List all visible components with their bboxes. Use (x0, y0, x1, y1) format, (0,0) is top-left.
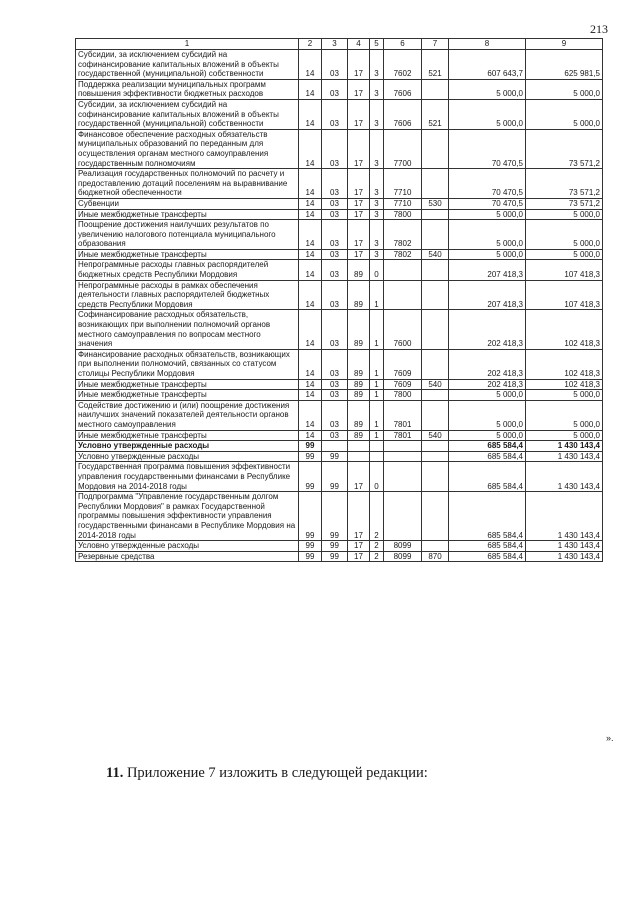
row-subprogram-code: 0 (370, 260, 384, 280)
row-direction-code: 8099 (384, 551, 422, 562)
row-program-code: 89 (348, 400, 370, 430)
row-subsection-code: 03 (322, 349, 348, 379)
closing-quote-mark: ». (606, 733, 614, 743)
row-subprogram-code: 3 (370, 79, 384, 99)
row-amount-year-1: 207 418,3 (449, 260, 526, 280)
table-row (76, 349, 603, 379)
row-amount-year-1: 202 418,3 (449, 310, 526, 349)
row-amount-year-2: 102 418,3 (526, 349, 603, 379)
row-direction-code (384, 280, 422, 310)
row-amount-year-2: 73 571,2 (526, 198, 603, 209)
row-direction-code: 7800 (384, 209, 422, 220)
row-name-cell: Непрограммные расходы главных распорядителей бюджетных средств Республики Мордовия (76, 260, 299, 280)
row-section-code: 14 (299, 129, 322, 168)
row-program-code: 17 (348, 198, 370, 209)
row-direction-code: 7800 (384, 390, 422, 401)
row-program-code: 17 (348, 249, 370, 260)
row-expense-type-code: 521 (422, 99, 449, 129)
row-subprogram-code: 3 (370, 209, 384, 220)
table-row (76, 441, 603, 452)
table-row (76, 551, 603, 562)
header-col-1: 1 (76, 39, 299, 50)
row-subprogram-code: 1 (370, 390, 384, 401)
row-amount-year-1: 5 000,0 (449, 400, 526, 430)
row-name-cell: Условно утвержденные расходы (76, 441, 299, 452)
row-subsection-code: 99 (322, 451, 348, 462)
row-section-code: 14 (299, 220, 322, 250)
row-section-code: 14 (299, 349, 322, 379)
row-name-cell: Иные межбюджетные трансферты (76, 390, 299, 401)
row-section-code: 14 (299, 79, 322, 99)
row-amount-year-1: 685 584,4 (449, 492, 526, 541)
header-col-4: 4 (348, 39, 370, 50)
row-section-code: 99 (299, 492, 322, 541)
row-subprogram-code (370, 451, 384, 462)
row-section-code: 99 (299, 462, 322, 492)
row-expense-type-code (422, 441, 449, 452)
row-amount-year-1: 5 000,0 (449, 249, 526, 260)
row-expense-type-code (422, 280, 449, 310)
row-section-code: 99 (299, 541, 322, 552)
row-section-code: 14 (299, 310, 322, 349)
row-amount-year-2: 5 000,0 (526, 390, 603, 401)
row-section-code: 14 (299, 99, 322, 129)
row-direction-code (384, 441, 422, 452)
row-amount-year-1: 685 584,4 (449, 462, 526, 492)
row-amount-year-2: 625 981,5 (526, 50, 603, 80)
table-row (76, 99, 603, 129)
row-section-code: 14 (299, 379, 322, 390)
row-amount-year-2: 102 418,3 (526, 379, 603, 390)
table-row (76, 379, 603, 390)
row-subsection-code: 03 (322, 260, 348, 280)
row-section-code: 14 (299, 260, 322, 280)
row-direction-code: 7602 (384, 50, 422, 80)
row-amount-year-2: 5 000,0 (526, 249, 603, 260)
row-expense-type-code: 540 (422, 430, 449, 441)
row-name-cell: Иные межбюджетные трансферты (76, 379, 299, 390)
row-amount-year-2: 5 000,0 (526, 430, 603, 441)
row-program-code: 17 (348, 129, 370, 168)
row-section-code: 14 (299, 249, 322, 260)
row-subprogram-code: 3 (370, 220, 384, 250)
row-amount-year-1: 202 418,3 (449, 349, 526, 379)
row-subsection-code: 99 (322, 541, 348, 552)
row-subprogram-code: 1 (370, 400, 384, 430)
table-body (76, 50, 603, 562)
row-subsection-code: 03 (322, 249, 348, 260)
table-row (76, 541, 603, 552)
row-amount-year-2: 5 000,0 (526, 220, 603, 250)
table-row (76, 430, 603, 441)
row-subprogram-code: 3 (370, 129, 384, 168)
row-subprogram-code: 3 (370, 198, 384, 209)
table-row (76, 390, 603, 401)
row-program-code: 17 (348, 551, 370, 562)
row-amount-year-1: 685 584,4 (449, 541, 526, 552)
row-amount-year-1: 607 643,7 (449, 50, 526, 80)
row-subsection-code: 03 (322, 209, 348, 220)
row-subprogram-code: 3 (370, 50, 384, 80)
row-amount-year-2: 5 000,0 (526, 209, 603, 220)
instruction-number: 11. (106, 765, 124, 781)
row-program-code: 89 (348, 390, 370, 401)
row-program-code: 89 (348, 430, 370, 441)
table-row (76, 400, 603, 430)
header-col-2: 2 (299, 39, 322, 50)
row-section-code: 14 (299, 198, 322, 209)
row-program-code: 17 (348, 541, 370, 552)
row-section-code: 14 (299, 280, 322, 310)
row-subsection-code (322, 441, 348, 452)
row-subprogram-code: 2 (370, 541, 384, 552)
row-subsection-code: 03 (322, 169, 348, 199)
row-name-cell: Софинансирование расходных обязательств, возникающих при выполнении полномочий органов местного самоуправления по вопросам местного значения (76, 310, 299, 349)
table-row (76, 249, 603, 260)
row-subsection-code: 03 (322, 198, 348, 209)
row-subprogram-code: 1 (370, 310, 384, 349)
row-subprogram-code: 3 (370, 169, 384, 199)
row-section-code: 99 (299, 451, 322, 462)
row-amount-year-1: 5 000,0 (449, 79, 526, 99)
row-subprogram-code (370, 441, 384, 452)
row-name-cell: Финансовое обеспечение расходных обязательств муниципальных образований по переданным для осуществления органам местного самоуправления государственным полномочиям (76, 129, 299, 168)
row-expense-type-code: 521 (422, 50, 449, 80)
row-name-cell: Субвенции (76, 198, 299, 209)
row-program-code (348, 441, 370, 452)
row-name-cell: Резервные средства (76, 551, 299, 562)
row-direction-code: 7606 (384, 99, 422, 129)
row-amount-year-1: 70 470,5 (449, 129, 526, 168)
row-direction-code: 7801 (384, 400, 422, 430)
row-expense-type-code (422, 451, 449, 462)
row-expense-type-code (422, 220, 449, 250)
row-subsection-code: 03 (322, 280, 348, 310)
row-amount-year-1: 207 418,3 (449, 280, 526, 310)
row-program-code: 17 (348, 79, 370, 99)
row-subsection-code: 03 (322, 220, 348, 250)
row-program-code: 17 (348, 462, 370, 492)
row-section-code: 99 (299, 551, 322, 562)
row-section-code: 14 (299, 50, 322, 80)
row-name-cell: Иные межбюджетные трансферты (76, 209, 299, 220)
row-direction-code: 7710 (384, 169, 422, 199)
row-name-cell: Поддержка реализации муниципальных программ повышения эффективности бюджетных расходов (76, 79, 299, 99)
row-program-code: 17 (348, 220, 370, 250)
row-expense-type-code (422, 209, 449, 220)
table-row (76, 169, 603, 199)
row-name-cell: Реализация государственных полномочий по расчету и предоставлению дотаций поселениям на выравнивание бюджетной обеспеченности (76, 169, 299, 199)
row-amount-year-1: 5 000,0 (449, 430, 526, 441)
row-amount-year-2: 5 000,0 (526, 79, 603, 99)
row-amount-year-2: 1 430 143,4 (526, 451, 603, 462)
row-section-code: 14 (299, 209, 322, 220)
table-row (76, 220, 603, 250)
row-expense-type-code (422, 79, 449, 99)
row-subprogram-code: 2 (370, 551, 384, 562)
row-amount-year-2: 73 571,2 (526, 129, 603, 168)
table-header-row (76, 39, 603, 50)
row-amount-year-2: 1 430 143,4 (526, 462, 603, 492)
row-expense-type-code (422, 129, 449, 168)
row-name-cell: Условно утвержденные расходы (76, 451, 299, 462)
header-col-9: 9 (526, 39, 603, 50)
row-expense-type-code (422, 400, 449, 430)
row-expense-type-code (422, 390, 449, 401)
row-section-code: 14 (299, 430, 322, 441)
row-name-cell: Финансирование расходных обязательств, возникающих при выполнении полномочий, связанных со статусом столицы Республики Мордовия (76, 349, 299, 379)
row-expense-type-code: 530 (422, 198, 449, 209)
row-subprogram-code: 1 (370, 280, 384, 310)
row-program-code (348, 451, 370, 462)
row-name-cell: Иные межбюджетные трансферты (76, 430, 299, 441)
row-subprogram-code: 2 (370, 492, 384, 541)
row-name-cell: Содействие достижению и (или) поощрение достижения наилучших значений показателей деятельности органов местного самоуправления (76, 400, 299, 430)
row-subsection-code: 03 (322, 430, 348, 441)
row-subprogram-code: 1 (370, 349, 384, 379)
table-row (76, 129, 603, 168)
budget-table (75, 38, 603, 562)
row-program-code: 17 (348, 209, 370, 220)
row-amount-year-2: 1 430 143,4 (526, 541, 603, 552)
row-direction-code: 7710 (384, 198, 422, 209)
row-subsection-code: 03 (322, 379, 348, 390)
row-direction-code (384, 260, 422, 280)
row-program-code: 17 (348, 169, 370, 199)
row-subsection-code: 99 (322, 551, 348, 562)
header-col-5: 5 (370, 39, 384, 50)
row-section-code: 14 (299, 400, 322, 430)
row-amount-year-2: 107 418,3 (526, 280, 603, 310)
row-expense-type-code (422, 260, 449, 280)
row-name-cell: Непрограммные расходы в рамках обеспечения деятельности главных распорядителей бюджетных средств Республики Мордовия (76, 280, 299, 310)
table-row (76, 492, 603, 541)
table-row (76, 310, 603, 349)
row-program-code: 89 (348, 379, 370, 390)
row-subsection-code: 03 (322, 310, 348, 349)
row-name-cell: Субсидии, за исключением субсидий на софинансирование капитальных вложений в объекты государственной (муниципальной) собственности (76, 99, 299, 129)
table-row (76, 209, 603, 220)
row-amount-year-2: 107 418,3 (526, 260, 603, 280)
row-amount-year-2: 1 430 143,4 (526, 492, 603, 541)
row-direction-code: 7606 (384, 79, 422, 99)
row-direction-code: 7802 (384, 249, 422, 260)
row-direction-code: 7609 (384, 349, 422, 379)
row-amount-year-1: 202 418,3 (449, 379, 526, 390)
row-amount-year-2: 1 430 143,4 (526, 441, 603, 452)
row-amount-year-1: 685 584,4 (449, 451, 526, 462)
row-subsection-code: 03 (322, 99, 348, 129)
row-subsection-code: 03 (322, 390, 348, 401)
row-amount-year-1: 5 000,0 (449, 390, 526, 401)
instruction-paragraph (106, 765, 428, 782)
row-subsection-code: 03 (322, 50, 348, 80)
row-direction-code: 7802 (384, 220, 422, 250)
row-program-code: 89 (348, 260, 370, 280)
page-number: 213 (590, 22, 608, 36)
row-subprogram-code: 3 (370, 99, 384, 129)
row-subprogram-code: 1 (370, 379, 384, 390)
row-amount-year-1: 70 470,5 (449, 198, 526, 209)
row-section-code: 14 (299, 169, 322, 199)
instruction-text: Приложение 7 изложить в следующей редакции: (123, 765, 428, 781)
row-direction-code (384, 492, 422, 541)
row-program-code: 89 (348, 310, 370, 349)
row-expense-type-code: 870 (422, 551, 449, 562)
row-name-cell: Подпрограмма "Управление государственным долгом Республики Мордовия" в рамках Государственной программы повышения эффективности управления государственными финансами в Республике Мордовия на 2014-2018 годы (76, 492, 299, 541)
row-subsection-code: 99 (322, 462, 348, 492)
row-subsection-code: 03 (322, 129, 348, 168)
row-amount-year-2: 5 000,0 (526, 400, 603, 430)
row-direction-code (384, 462, 422, 492)
row-subsection-code: 99 (322, 492, 348, 541)
row-program-code: 89 (348, 349, 370, 379)
header-col-3: 3 (322, 39, 348, 50)
row-expense-type-code (422, 462, 449, 492)
row-expense-type-code (422, 349, 449, 379)
row-subprogram-code: 0 (370, 462, 384, 492)
row-amount-year-2: 1 430 143,4 (526, 551, 603, 562)
row-expense-type-code (422, 169, 449, 199)
row-amount-year-1: 685 584,4 (449, 551, 526, 562)
row-name-cell: Субсидии, за исключением субсидий на софинансирование капитальных вложений в объекты государственной (муниципальной) собственности (76, 50, 299, 80)
row-section-code: 14 (299, 390, 322, 401)
row-name-cell: Поощрение достижения наилучших результатов по увеличению налогового потенциала муниципального образования (76, 220, 299, 250)
row-expense-type-code (422, 310, 449, 349)
row-direction-code (384, 451, 422, 462)
row-expense-type-code: 540 (422, 249, 449, 260)
row-name-cell: Государственная программа повышения эффективности управления государственными финансами в Республике Мордовия на 2014-2018 годы (76, 462, 299, 492)
row-amount-year-1: 5 000,0 (449, 220, 526, 250)
row-amount-year-1: 5 000,0 (449, 209, 526, 220)
row-subsection-code: 03 (322, 400, 348, 430)
row-subsection-code: 03 (322, 79, 348, 99)
row-amount-year-2: 73 571,2 (526, 169, 603, 199)
row-expense-type-code (422, 492, 449, 541)
row-amount-year-1: 70 470,5 (449, 169, 526, 199)
header-col-6: 6 (384, 39, 422, 50)
table-row (76, 260, 603, 280)
row-direction-code: 8099 (384, 541, 422, 552)
header-col-8: 8 (449, 39, 526, 50)
row-direction-code: 7600 (384, 310, 422, 349)
row-expense-type-code (422, 541, 449, 552)
row-subprogram-code: 3 (370, 249, 384, 260)
row-program-code: 17 (348, 492, 370, 541)
row-amount-year-1: 685 584,4 (449, 441, 526, 452)
row-direction-code: 7700 (384, 129, 422, 168)
table-row (76, 79, 603, 99)
row-subprogram-code: 1 (370, 430, 384, 441)
row-direction-code: 7609 (384, 379, 422, 390)
row-amount-year-1: 5 000,0 (449, 99, 526, 129)
row-name-cell: Условно утвержденные расходы (76, 541, 299, 552)
row-expense-type-code: 540 (422, 379, 449, 390)
row-program-code: 89 (348, 280, 370, 310)
row-direction-code: 7801 (384, 430, 422, 441)
header-col-7: 7 (422, 39, 449, 50)
row-section-code: 99 (299, 441, 322, 452)
table-row (76, 462, 603, 492)
table-row (76, 280, 603, 310)
row-amount-year-2: 102 418,3 (526, 310, 603, 349)
table-row (76, 451, 603, 462)
row-program-code: 17 (348, 99, 370, 129)
row-program-code: 17 (348, 50, 370, 80)
row-amount-year-2: 5 000,0 (526, 99, 603, 129)
row-name-cell: Иные межбюджетные трансферты (76, 249, 299, 260)
table-row (76, 198, 603, 209)
table-row (76, 50, 603, 80)
